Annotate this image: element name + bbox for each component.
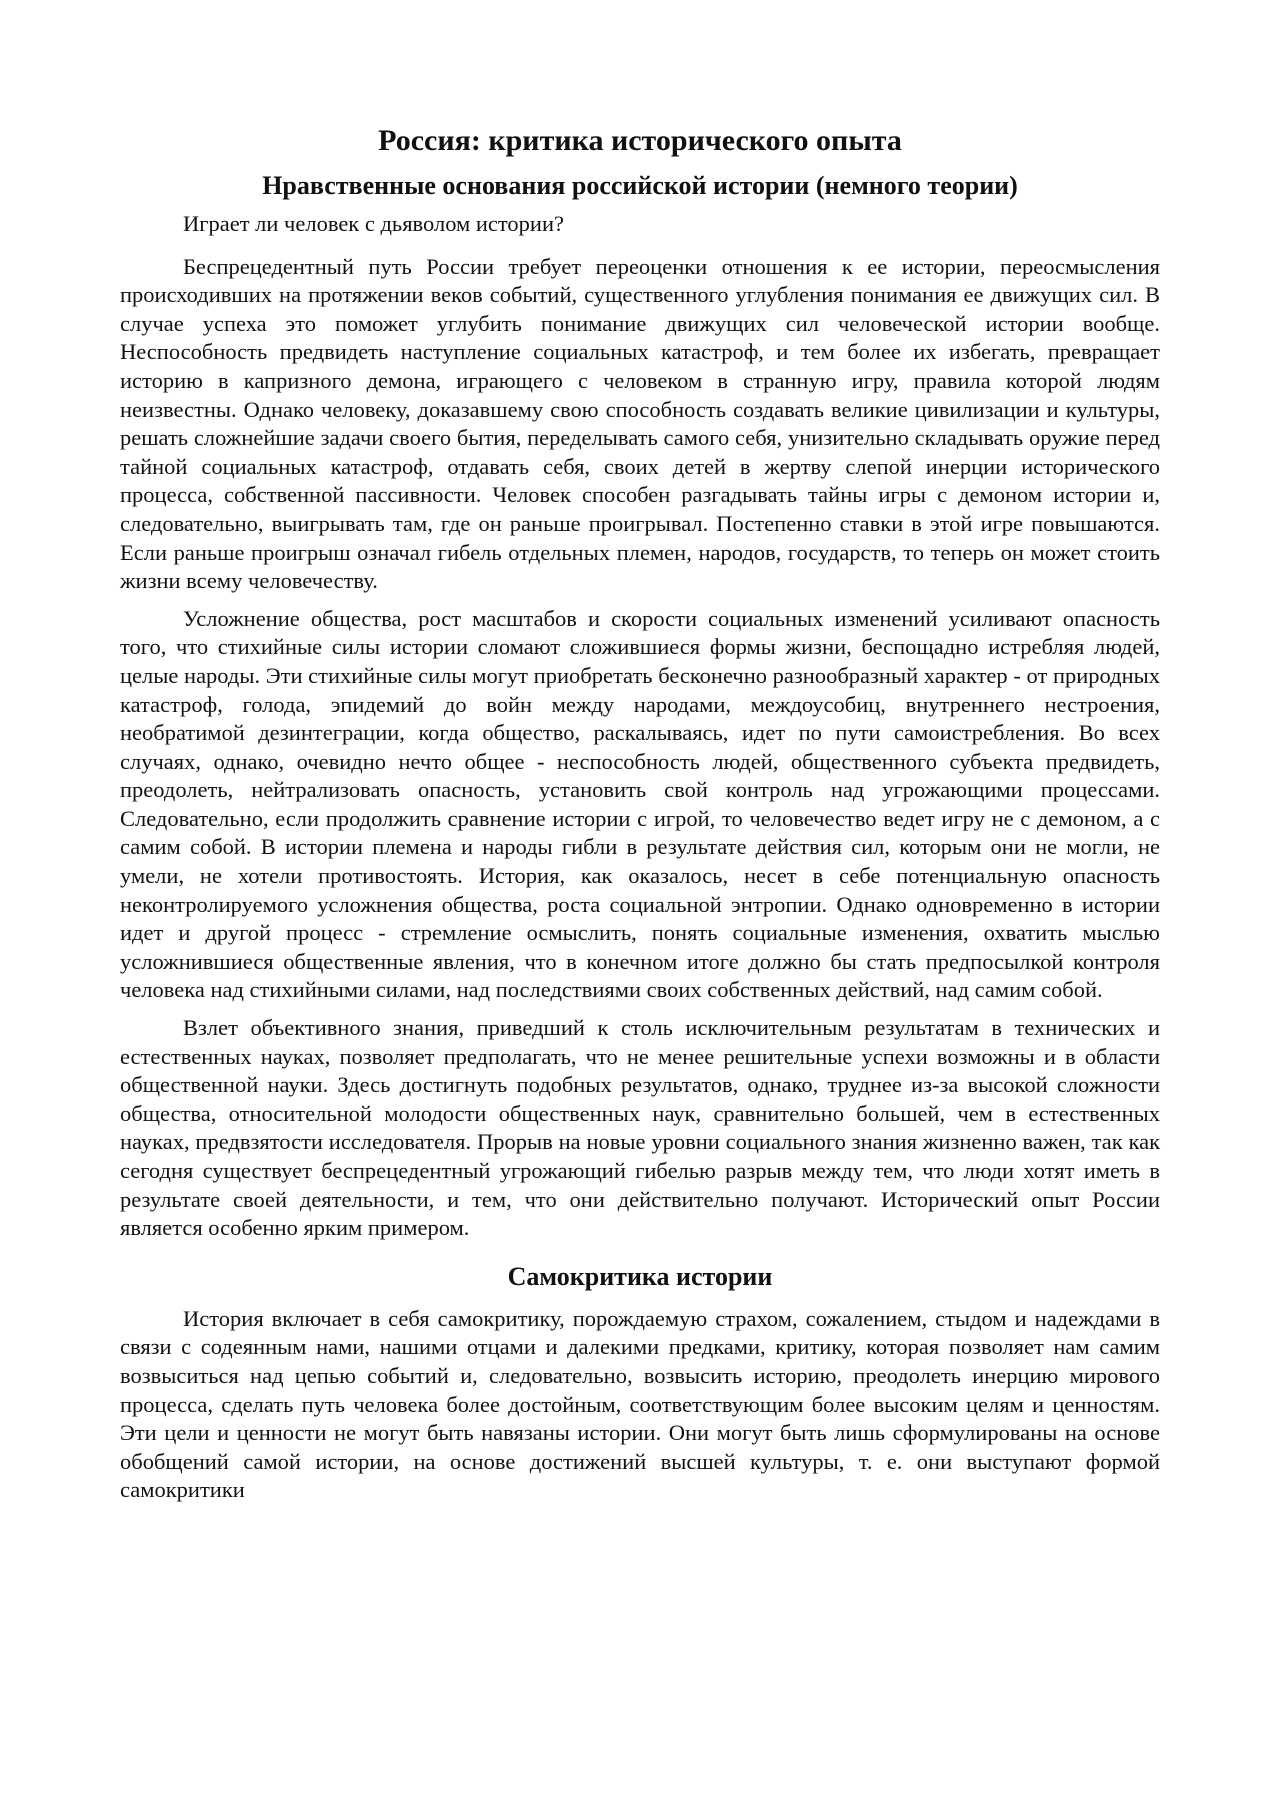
paragraph: История включает в себя самокритику, порождаемую страхом, сожалением, стыдом и надеждами в связи с содеянным нами, нашими отцами и далекими предками, критику, которая позволяет нам самим возвыситься над цепью событий и, следовательно, возвысить историю, преодолеть инерцию мирового процесса, сделать путь человека более достойным, соответствующим более высоким целям и ценностям. Эти цели и ценности не могут быть навязаны истории. Они могут быть лишь сформулированы на основе обобщений самой истории, на основе достижений высшей культуры, т. е. они выступают формой самокритики <box>120 1305 1160 1503</box>
document-subtitle: Нравственные основания российской истории (немного теории) <box>262 171 1018 200</box>
paragraph: Беспрецедентный путь России требует переоценки отношения к ее истории, переосмысления происходивших на протяжении веков событий, существенного углубления понимания ее движущих сил. В случае успеха это поможет углубить понимание движущих сил человеческой истории вообще. Неспособность предвидеть наступление социальных катастроф, и тем более их избегать, превращает историю в капризного демона, играющего с человеком в странную игру, правила которой людям неизвестны. Однако человеку, доказавшему свою способность создавать великие цивилизации и культуры, решать сложнейшие задачи своего бытия, переделывать самого себя, унизительно складывать оружие перед тайной социальных катастроф, отдавать себя, своих детей в жертву слепой инерции исторического процесса, собственной пассивности. Человек способен разгадывать тайны игры с демоном истории и, следовательно, выигрывать там, где он раньше проигрывал. Постепенно ставки в этой игре повышаются. Если раньше проигрыш означал гибель отдельных племен, народов, государств, то теперь он может стоить жизни всему человечеству. <box>120 253 1160 594</box>
document-page <box>120 120 1160 1514</box>
paragraph: Взлет объективного знания, приведший к столь исключительным результатам в технических и естественных науках, позволяет предполагать, что не менее решительные успехи возможны и в области общественной науки. Здесь достигнуть подобных результатов, однако, труднее из-за высокой сложности общества, относительной молодости общественных наук, сравнительно большей, чем в естественных науках, предвзятости исследователя. Прорыв на новые уровни социального знания жизненно важен, так как сегодня существует беспрецедентный угрожающий гибелью разрыв между тем, что люди хотят иметь в результате своей деятельности, и тем, что они действительно получают. Исторический опыт России является особенно ярким примером. <box>120 1015 1160 1241</box>
paragraph: Усложнение общества, рост масштабов и скорости социальных изменений усиливают опасность того, что стихийные силы истории сломают сложившиеся формы жизни, беспощадно истребляя людей, целые народы. Эти стихийные силы могут приобретать бесконечно разнообразный характер - от природных катастроф, голода, эпидемий до войн между народами, междоусобиц, внутреннего нестроения, необратимой дезинтеграции, когда общество, раскалываясь, идет по пути самоистребления. Во всех случаях, однако, очевидно нечто общее - неспособность людей, общественного субъекта предвидеть, преодолеть, нейтрализовать опасность, установить свой контроль над угрожающими процессами. Следовательно, если продолжить сравнение истории с игрой, то человечество ведет игру не с демоном, а с самим собой. В истории племена и народы гибли в результате действия сил, которым они не могли, не умели, не хотели противостоять. История, как оказалось, несет в себе потенциальную опасность неконтролируемого усложнения общества, роста социальной энтропии. Однако одновременно в истории идет и другой процесс - стремление осмыслить, понять социальные изменения, охватить мыслью усложнившиеся общественные явления, что в конечном итоге должно бы стать предпосылкой контроля человека над стихийными силами, над последствиями своих собственных действий, над самим собой. <box>120 605 1160 1003</box>
section-heading: Самокритика истории <box>507 1261 773 1291</box>
lead-question: Играет ли человек с дьяволом истории? <box>183 211 565 236</box>
document-title: Россия: критика исторического опыта <box>378 124 902 157</box>
